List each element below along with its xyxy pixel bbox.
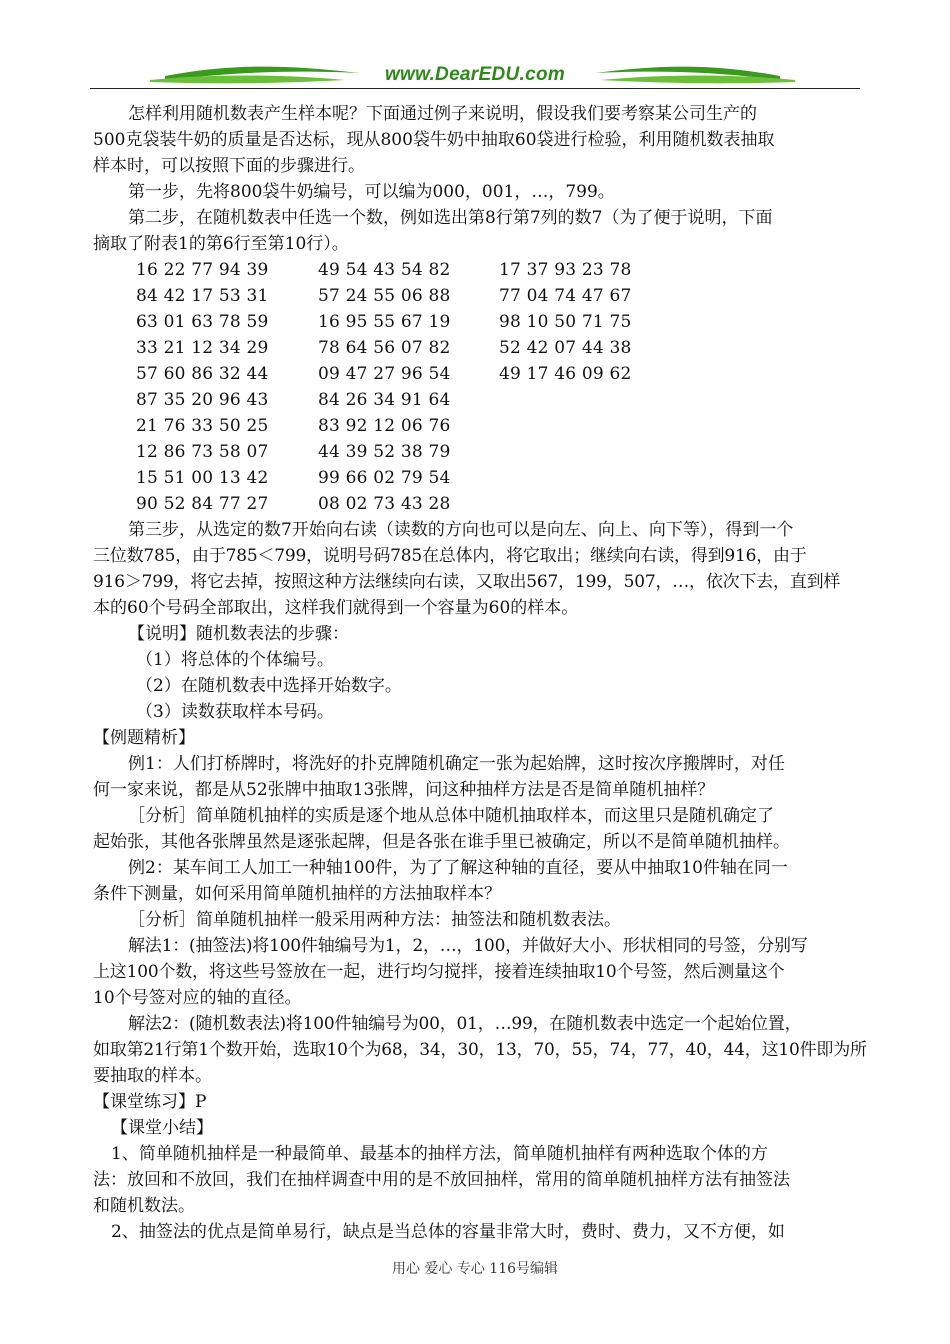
table-cell: 21 76 33 50 25 bbox=[136, 416, 269, 436]
table-cell: 84 42 17 53 31 bbox=[136, 286, 269, 306]
paragraph-line: 例1：人们打桥牌时，将洗好的扑克牌随机确定一张为起始牌，这时按次序搬牌时，对任 bbox=[128, 754, 785, 774]
paragraph-line: 何一家来说，都是从52张牌中抽取13张牌，问这种抽样方法是否是简单随机抽样？ bbox=[93, 780, 715, 800]
paragraph-line: 916＞799，将它去掉，按照这种方法继续向右读，又取出567，199，507，…，依次下去，直到样 bbox=[93, 572, 841, 592]
table-cell: 09 47 27 96 54 bbox=[318, 364, 451, 384]
table-cell: 99 66 02 79 54 bbox=[318, 468, 451, 488]
table-cell: 57 60 86 32 44 bbox=[136, 364, 269, 384]
table-cell: 87 35 20 96 43 bbox=[136, 390, 269, 410]
paragraph-line: 起始张，其他各张牌虽然是逐张起牌，但是各张在谁手里已被确定，所以不是简单随机抽样。 bbox=[93, 832, 790, 852]
table-row bbox=[93, 361, 861, 387]
table-cell: 78 64 56 07 82 bbox=[318, 338, 451, 358]
table-cell: 98 10 50 71 75 bbox=[499, 312, 632, 332]
table-cell: 12 86 73 58 07 bbox=[136, 442, 269, 462]
site-url-logo-text: www.DearEDU.com bbox=[384, 64, 566, 85]
table-row bbox=[93, 439, 861, 465]
table-row bbox=[93, 335, 861, 361]
table-cell: 83 92 12 06 76 bbox=[318, 416, 451, 436]
paragraph-line: ［分析］简单随机抽样的实质是逐个地从总体中随机抽取样本，而这里只是随机确定了 bbox=[128, 806, 774, 826]
paragraph-line: 三位数785，由于785＜799，说明号码785在总体内，将它取出；继续向右读，得到916，由于 bbox=[93, 546, 807, 566]
paragraph-line: 条件下测量，如何采用简单随机抽样的方法抽取样本？ bbox=[93, 884, 501, 904]
paragraph-line: 法：放回和不放回，我们在抽样调查中用的是不放回抽样，常用的简单随机抽样方法有抽签法 bbox=[93, 1170, 790, 1190]
table-cell: 33 21 12 34 29 bbox=[136, 338, 269, 358]
paragraph-line: 第三步，从选定的数7开始向右读（读数的方向也可以是向左、向上、向下等），得到一个 bbox=[128, 520, 794, 540]
section-heading: 【课堂练习】P bbox=[93, 1092, 207, 1112]
paragraph-line: 500克袋装牛奶的质量是否达标，现从800袋牛奶中抽取60袋进行检验，利用随机数表抽取 bbox=[93, 130, 775, 150]
table-cell: 49 17 46 09 62 bbox=[499, 364, 632, 384]
paragraph-line: 2、抽签法的优点是简单易行，缺点是当总体的容量非常大时，费时、费力，又不方便，如 bbox=[111, 1222, 785, 1242]
page-footer: 用心 爱心 专心 116号编辑 bbox=[391, 1261, 559, 1277]
paragraph-line: 要抽取的样本。 bbox=[93, 1066, 212, 1086]
table-cell: 90 52 84 77 27 bbox=[136, 494, 269, 514]
site-header-banner bbox=[90, 58, 860, 92]
table-cell: 57 24 55 06 88 bbox=[318, 286, 451, 306]
paragraph-line: 样本时，可以按照下面的步骤进行。 bbox=[93, 156, 365, 176]
table-cell: 08 02 73 43 28 bbox=[318, 494, 451, 514]
table-cell: 52 42 07 44 38 bbox=[499, 338, 632, 358]
step-item: （2）在随机数表中选择开始数字。 bbox=[136, 676, 402, 696]
document-body bbox=[93, 101, 867, 1245]
table-row bbox=[93, 387, 861, 413]
paragraph-line: 第一步，先将800袋牛奶编号，可以编为000，001，…，799。 bbox=[128, 182, 615, 202]
table-cell: 84 26 34 91 64 bbox=[318, 390, 451, 410]
paragraph-line: 上这100个数，将这些号签放在一起，进行均匀搅拌，接着连续抽取10个号签，然后测量这个 bbox=[93, 962, 785, 982]
table-cell: 17 37 93 23 78 bbox=[499, 260, 632, 280]
random-number-table bbox=[93, 257, 861, 517]
table-row bbox=[93, 465, 861, 491]
table-row bbox=[93, 257, 861, 283]
table-row bbox=[93, 413, 861, 439]
table-cell: 16 22 77 94 39 bbox=[136, 260, 269, 280]
step-item: （3）读数获取样本号码。 bbox=[136, 702, 334, 722]
paragraph-line: 和随机数法。 bbox=[93, 1196, 195, 1216]
paragraph-line: 例2：某车间工人加工一种轴100件，为了了解这种轴的直径，要从中抽取10件轴在同一 bbox=[128, 858, 788, 878]
paragraph-line: 10个号签对应的轴的直径。 bbox=[93, 988, 302, 1008]
section-heading: 【例题精析】 bbox=[93, 728, 195, 748]
table-cell: 49 54 43 54 82 bbox=[318, 260, 451, 280]
table-row bbox=[93, 491, 861, 517]
paragraph-line: ［分析］简单随机抽样一般采用两种方法：抽签法和随机数表法。 bbox=[128, 910, 621, 930]
table-cell: 63 01 63 78 59 bbox=[136, 312, 269, 332]
paragraph-line: 解法1：(抽签法)将100件轴编号为1，2，…，100，并做好大小、形状相同的号签，分别写 bbox=[128, 936, 808, 956]
paragraph-line: 第二步，在随机数表中任选一个数，例如选出第8行第7列的数7（为了便于说明，下面 bbox=[128, 208, 773, 228]
header-divider bbox=[90, 88, 860, 89]
table-cell: 77 04 74 47 67 bbox=[499, 286, 632, 306]
paragraph-line: 解法2：(随机数表法)将100件轴编号为00，01，…99，在随机数表中选定一个起始位置， bbox=[128, 1014, 802, 1034]
table-cell: 44 39 52 38 79 bbox=[318, 442, 451, 462]
paragraph-line: 1、简单随机抽样是一种最简单、最基本的抽样方法，简单随机抽样有两种选取个体的方 bbox=[111, 1144, 768, 1164]
table-cell: 16 95 55 67 19 bbox=[318, 312, 451, 332]
table-cell: 15 51 00 13 42 bbox=[136, 468, 269, 488]
paragraph-line: 怎样利用随机数表产生样本呢？下面通过例子来说明，假设我们要考察某公司生产的 bbox=[128, 104, 757, 124]
paragraph-line: 如取第21行第1个数开始，选取10个为68，34，30，13，70，55，74，77，40，44，这10件即为所 bbox=[93, 1040, 867, 1060]
note-heading: 【说明】随机数表法的步骤： bbox=[128, 624, 349, 644]
section-heading: 【课堂小结】 bbox=[111, 1118, 213, 1138]
step-item: （1）将总体的个体编号。 bbox=[136, 650, 334, 670]
paragraph-line: 摘取了附表1的第6行至第10行）。 bbox=[93, 234, 349, 254]
table-row bbox=[93, 283, 861, 309]
table-row bbox=[93, 309, 861, 335]
paragraph-line: 本的60个号码全部取出，这样我们就得到一个容量为60的样本。 bbox=[93, 598, 579, 618]
